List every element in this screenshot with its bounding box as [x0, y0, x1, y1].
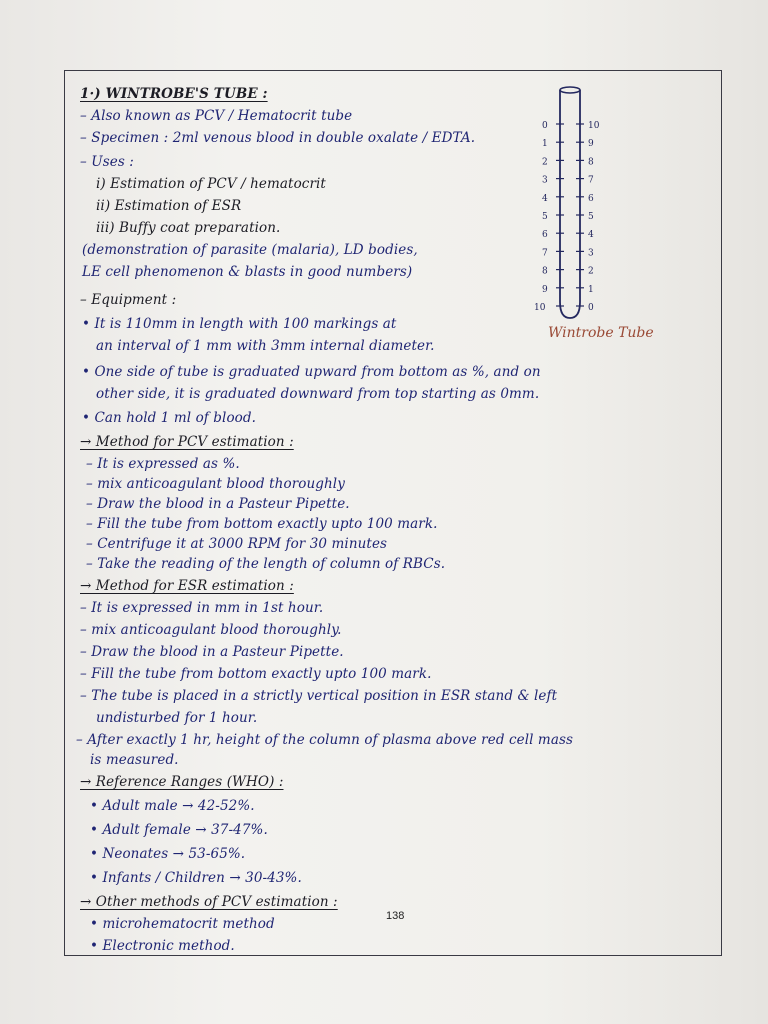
note-line: – The tube is placed in a strictly vertical position in ESR stand & left: [80, 688, 558, 704]
note-line: other side, it is graduated downward from top starting as 0mm.: [96, 386, 540, 402]
scale-right-label: 1: [588, 284, 594, 295]
scale-left-label: 10: [534, 303, 546, 313]
note-line: – After exactly 1 hr, height of the column of plasma above red cell mass: [76, 732, 574, 748]
note-line: • One side of tube is graduated upward from bottom as %, and on: [82, 364, 541, 380]
wintrobe-tube-diagram: [528, 86, 660, 336]
note-line: • microhematocrit method: [90, 916, 275, 932]
scale-right-label: 8: [588, 157, 594, 168]
tube-drawing: [528, 86, 660, 336]
scale-left-label: 3: [542, 175, 548, 186]
note-line: – mix anticoagulant blood thoroughly.: [80, 622, 342, 638]
page-number: 138: [386, 910, 405, 922]
scale-left-label: 8: [542, 266, 548, 277]
scale-right-label: 2: [588, 266, 594, 277]
scale-left-label: 5: [542, 212, 548, 222]
note-line: • Can hold 1 ml of blood.: [82, 410, 257, 426]
note-line: i) Estimation of PCV / hematocrit: [96, 176, 326, 192]
note-line: is measured.: [90, 752, 179, 768]
note-line: • Infants / Children → 30-43%.: [90, 870, 302, 886]
scale-right-label: 4: [588, 230, 594, 241]
scale-right-label: 5: [588, 212, 594, 222]
note-line: – Fill the tube from bottom exactly upto 100 mark.: [86, 516, 438, 532]
scale-right-label: 6: [588, 193, 594, 204]
note-line: – Centrifuge it at 3000 RPM for 30 minutes: [86, 536, 388, 552]
note-line: • Adult female → 37-47%.: [90, 822, 268, 838]
note-line: • Electronic method.: [90, 938, 235, 954]
note-line: – Specimen : 2ml venous blood in double oxalate / EDTA.: [80, 130, 476, 146]
scale-right-label: 10: [588, 121, 600, 131]
note-line: iii) Buffy coat preparation.: [96, 220, 281, 236]
scale-left-label: 2: [542, 157, 548, 168]
scale-left-label: 7: [542, 248, 548, 259]
note-line: – Draw the blood in a Pasteur Pipette.: [86, 496, 350, 512]
note-line: – It is expressed in mm in 1st hour.: [80, 600, 324, 616]
note-line: – Also known as PCV / Hematocrit tube: [80, 108, 353, 124]
note-line: – Take the reading of the length of column of RBCs.: [86, 556, 446, 572]
note-line: → Method for PCV estimation :: [80, 434, 294, 450]
scale-left-label: 9: [542, 284, 548, 295]
scale-left-label: 4: [542, 193, 548, 204]
note-line: undisturbed for 1 hour.: [96, 710, 258, 726]
scale-right-label: 0: [588, 303, 594, 313]
tube-mouth: [560, 87, 580, 93]
scale-left-label: 1: [542, 139, 548, 150]
note-line: 1·) WINTROBE'S TUBE :: [80, 86, 268, 102]
note-line: – Fill the tube from bottom exactly upto 100 mark.: [80, 666, 432, 682]
note-line: • Adult male → 42-52%.: [90, 798, 255, 814]
note-line: – Uses :: [80, 154, 134, 170]
note-line: → Other methods of PCV estimation :: [80, 894, 338, 910]
note-line: – Equipment :: [80, 292, 177, 308]
tube-label: Wintrobe Tube: [548, 325, 654, 341]
note-line: → Reference Ranges (WHO) :: [80, 774, 284, 790]
note-line: • Neonates → 53-65%.: [90, 846, 246, 862]
note-line: • It is 110mm in length with 100 markings at: [82, 316, 397, 332]
scale-right-label: 7: [588, 175, 594, 186]
note-line: – mix anticoagulant blood thoroughly: [86, 476, 345, 492]
scale-right-label: 3: [588, 248, 594, 259]
note-line: → Method for ESR estimation :: [80, 578, 294, 594]
note-line: LE cell phenomenon & blasts in good numbers): [82, 264, 413, 280]
note-line: ii) Estimation of ESR: [96, 198, 242, 214]
scale-right-label: 9: [588, 139, 594, 150]
scale-left-label: 6: [542, 230, 548, 241]
note-line: (demonstration of parasite (malaria), LD bodies,: [82, 242, 418, 258]
note-line: – Draw the blood in a Pasteur Pipette.: [80, 644, 344, 660]
note-line: an interval of 1 mm with 3mm internal diameter.: [96, 338, 435, 354]
note-line: – It is expressed as %.: [86, 456, 240, 472]
scale-left-label: 0: [542, 121, 548, 131]
